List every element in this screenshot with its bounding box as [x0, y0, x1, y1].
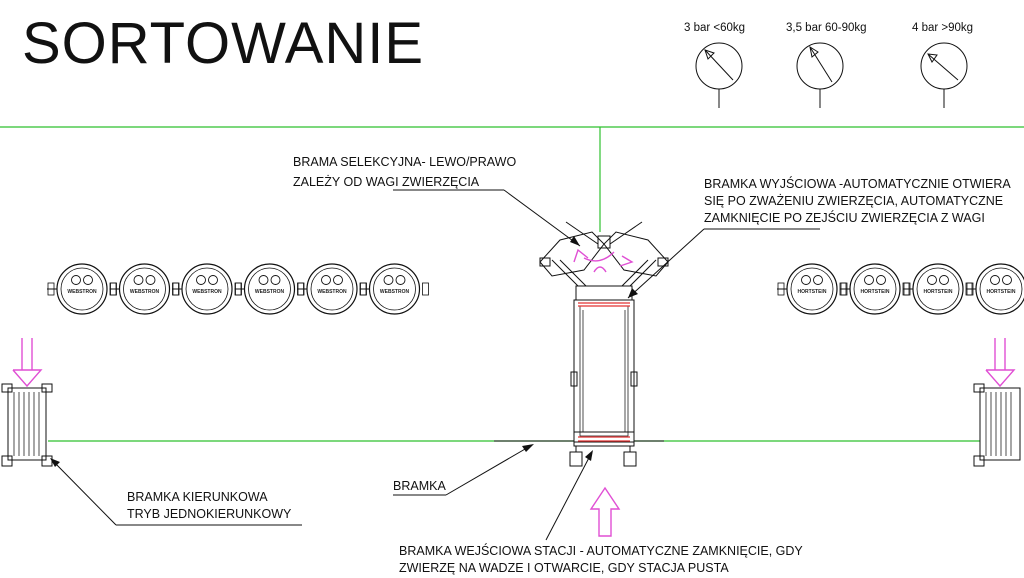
feeder-row-right — [777, 264, 1024, 314]
feeder-brand-label: WEBSTRON — [379, 289, 410, 295]
callout-entry-gate — [399, 450, 803, 575]
feeder-brand-label: HORTSTEIN — [923, 289, 953, 295]
callout-text: BRAMA SELEKCYJNA- LEWO/PRAWO — [293, 155, 517, 169]
callout-text: ZWIERZĘ NA WADZE I OTWARCIE, GDY STACJA PUSTA — [399, 561, 729, 575]
directional-gate-right — [974, 338, 1020, 466]
feeder-brand-label: HORTSTEIN — [986, 289, 1016, 295]
callout-text: SIĘ PO ZWAŻENIU ZWIERZĘCIA, AUTOMATYCZNE — [704, 194, 1004, 208]
callout-exit-gate — [628, 176, 1011, 298]
direction-arrow-icon — [13, 338, 41, 386]
callout-text: TRYB JEDNOKIERUNKOWY — [127, 507, 292, 521]
feeder-brand-label: WEBSTRON — [254, 289, 285, 295]
feeder-unit — [47, 264, 116, 314]
page-title: SORTOWANIE — [22, 11, 425, 76]
feeder-unit — [297, 264, 366, 314]
pressure-gauge-icon — [797, 43, 843, 108]
pressure-label-1: 3 bar <60kg — [684, 22, 746, 34]
pressure-label-3: 4 bar >90kg — [912, 22, 974, 34]
feeder-unit — [777, 264, 846, 314]
feeder-unit — [172, 264, 241, 314]
pressure-legend — [684, 22, 973, 108]
feeder-unit — [840, 264, 909, 314]
callout-text: BRAMKA WYJŚCIOWA -AUTOMATYCZNIE OTWIERA — [704, 177, 1011, 191]
pressure-gauge-icon — [696, 43, 742, 108]
feeder-brand-label: HORTSTEIN — [797, 289, 827, 295]
callout-selective-gate — [293, 155, 580, 246]
feeder-brand-label: HORTSTEIN — [860, 289, 890, 295]
callout-text: BRAMKA — [393, 479, 446, 493]
feeder-unit — [903, 264, 972, 314]
entry-arrow-icon — [591, 488, 619, 536]
feeder-unit — [966, 264, 1024, 314]
feeder-unit — [110, 264, 179, 314]
callout-directional-gate — [50, 458, 302, 525]
directional-gate-left — [2, 338, 52, 466]
callout-text: BRAMKA WEJŚCIOWA STACJI - AUTOMATYCZNE ZAMKNIĘCIE, GDY — [399, 544, 803, 558]
feeder-row-left — [47, 264, 429, 314]
callout-text: ZALEŻY OD WAGI ZWIERZĘCIA — [293, 175, 480, 189]
feeder-unit — [360, 264, 429, 314]
pressure-label-2: 3,5 bar 60-90kg — [786, 22, 867, 34]
feeder-brand-label: WEBSTRON — [192, 289, 222, 295]
weighing-station — [540, 222, 668, 466]
feeder-brand-label: WEBSTRON — [67, 289, 97, 295]
feeder-brand-label: WEBSTRON — [129, 289, 160, 295]
callout-text: ZAMKNIĘCIE PO ZEJŚCIU ZWIERZĘCIA Z WAGI — [704, 211, 985, 225]
callout-gate — [393, 444, 534, 495]
pressure-gauge-icon — [921, 43, 967, 108]
callout-text: BRAMKA KIERUNKOWA — [127, 490, 268, 504]
feeder-brand-label: WEBSTRON — [317, 289, 347, 295]
direction-arrow-icon — [986, 338, 1014, 386]
feeder-unit — [235, 264, 304, 314]
